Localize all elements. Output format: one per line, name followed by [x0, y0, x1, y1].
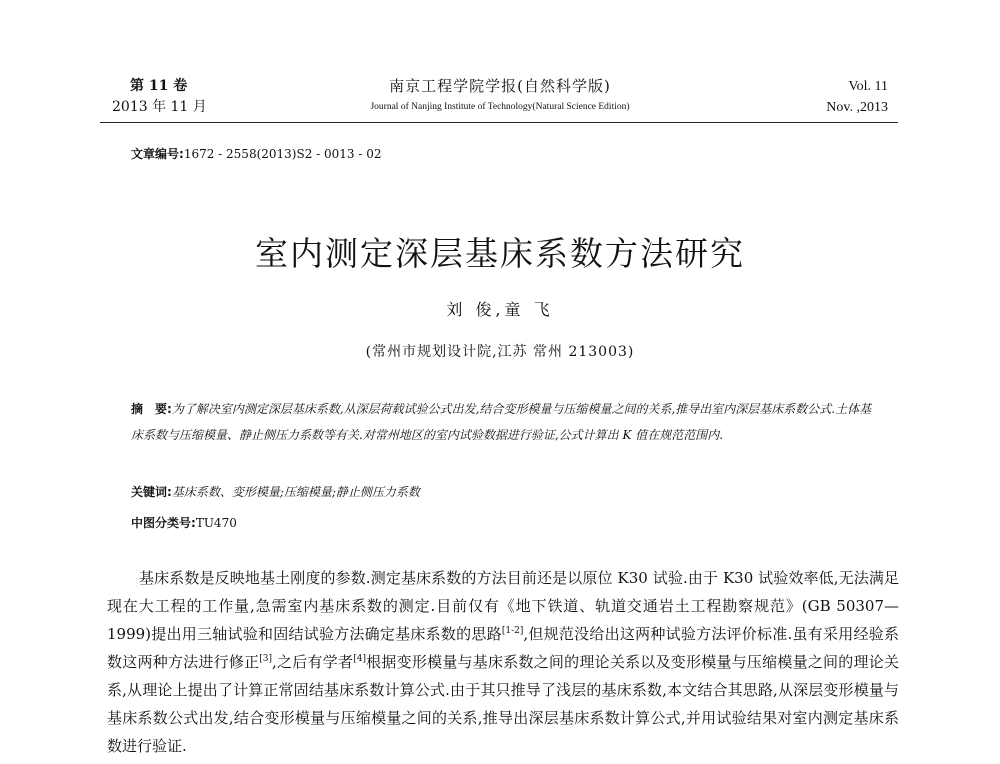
header-right	[826, 76, 888, 118]
volume-cn: 第 11 卷	[130, 78, 188, 94]
authors: 刘 俊,童 飞	[446, 300, 554, 319]
date-cn: 2013 年 11 月	[112, 99, 207, 115]
citation-1-2: [1-2]	[501, 626, 524, 636]
paper-title: 室内测定深层基床系数方法研究	[255, 234, 745, 274]
keywords	[131, 483, 420, 500]
article-number-value: 1672 - 2558(2013)S2 - 0013 - 02	[183, 147, 382, 161]
clc-value: TU470	[195, 516, 237, 530]
abstract-label: 摘 要:	[131, 402, 172, 416]
clc-label: 中图分类号:	[131, 516, 196, 530]
article-number	[131, 145, 382, 162]
article-number-label: 文章编号:	[131, 147, 184, 161]
abstract-text: 为了解决室内测定深层基床系数,从深层荷载试验公式出发,结合变形模量与压缩模量之间的关系,推导出室内深层基床系数公式.土体基床系数与压缩模量、静止侧压力系数等有关.对常州地区的室内试验数据进行验证,公式计算出 K 值在规范范围内.	[131, 402, 872, 442]
volume-en: Vol. 11	[848, 79, 888, 94]
body-text-3: ,之后有学者	[272, 653, 354, 671]
citation-4: [4]	[353, 654, 366, 664]
body-text-4: 根据变形模量与基床系数之间的理论关系以及变形模量与压缩模量之间的理论关系,从理论上提出了计算正常固结基床系数计算公式.由于其只推导了浅层的基床系数,本文结合其思路,从深层变形模量与基床系数公式出发,结合变形模量与压缩模量之间的关系,推导出深层基床系数计算公式,并用试验结果对室内测定基床系数进行验证.	[107, 653, 899, 755]
body-text-1: 基床系数是反映地基土刚度的参数.测定基床系数的方法目前还是以原位 K30 试验.由于 K30 试验效率低,无法满足现在大工程的工作量,急需室内基床系数的测定.目前仅有《地下铁道、轨道交通岩土工程勘察规范》(GB 50307—1999)提出用三轴试验和固结试验方法确定基床系数的思路	[107, 569, 899, 643]
body-paragraph	[107, 564, 899, 760]
header-rule	[100, 122, 898, 123]
keywords-label: 关键词:	[131, 485, 172, 499]
body-text-2: ,但规范没给出这两种试验方法评价标准.虽有采用经验系数这两种方法进行修正	[107, 625, 900, 671]
keywords-text: 基床系数、变形模量;压缩模量;静止侧压力系数	[171, 485, 420, 499]
citation-3: [3]	[259, 654, 273, 664]
abstract	[131, 396, 876, 448]
affiliation: (常州市规划设计院,江苏 常州 213003)	[365, 344, 635, 360]
clc-number	[131, 514, 237, 531]
header-left	[112, 76, 207, 118]
journal-title-cn: 南京工程学院学报(自然科学版)	[389, 77, 611, 95]
header-center	[310, 76, 690, 115]
journal-title-en: Journal of Nanjing Institute of Technology(Natural Science Edition)	[370, 102, 630, 112]
date-en: Nov. ,2013	[826, 100, 888, 115]
